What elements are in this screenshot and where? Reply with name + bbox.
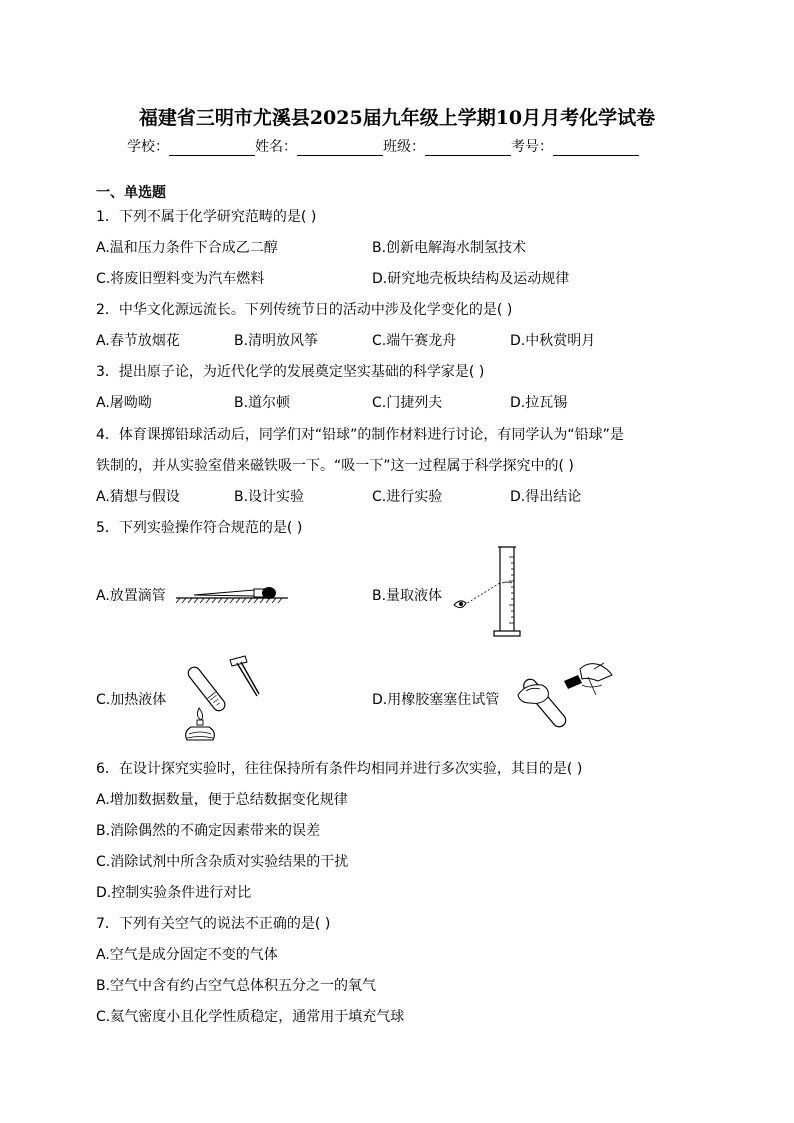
- q1-stem: 1．下列不属于化学研究范畴的是( ): [96, 209, 317, 225]
- q2-stem: 2．中华文化源远流长。下列传统节日的活动中涉及化学变化的是( ): [96, 302, 513, 318]
- q6-option-d[interactable]: D.控制实验条件进行对比: [96, 885, 252, 901]
- q4-stem-line1: 4．体育课掷铅球活动后，同学们对“铅球”的制作材料进行讨论，有同学认为“铅球”是: [96, 427, 624, 443]
- number-label: 考号：: [511, 139, 553, 155]
- q5-option-a[interactable]: A.放置滴管: [96, 588, 166, 604]
- q5-option-d[interactable]: D.用橡胶塞塞住试管: [372, 692, 500, 708]
- q6-option-a[interactable]: A.增加数据数量，便于总结数据变化规律: [96, 792, 348, 808]
- q3-option-c[interactable]: C.门捷列夫: [372, 395, 443, 411]
- school-label: 学校：: [127, 139, 169, 155]
- q5-option-b[interactable]: B.量取液体: [372, 588, 443, 604]
- test-tube-stopper-figure: [512, 655, 617, 735]
- q4-option-b[interactable]: B.设计实验: [234, 489, 305, 505]
- q7-option-a[interactable]: A.空气是成分固定不变的气体: [96, 947, 278, 963]
- q4-option-d[interactable]: D.得出结论: [510, 489, 582, 505]
- q3-option-d[interactable]: D.拉瓦锡: [510, 395, 568, 411]
- class-label: 班级：: [383, 139, 425, 155]
- class-blank[interactable]: [425, 140, 511, 156]
- section-heading: 一、单选题: [96, 185, 166, 201]
- q6-option-b[interactable]: B.消除偶然的不确定因素带来的误差: [96, 823, 321, 839]
- q4-stem-line2: 铁制的，并从实验室借来磁铁吸一下。“吸一下”这一过程属于科学探究中的( ): [96, 458, 574, 474]
- q4-option-c[interactable]: C.进行实验: [372, 489, 443, 505]
- q6-stem: 6．在设计探究实验时，往往保持所有条件均相同并进行多次实验，其目的是( ): [96, 761, 583, 777]
- dropper-on-table-figure: [172, 578, 292, 604]
- q3-option-b[interactable]: B.道尔顿: [234, 395, 291, 411]
- graduated-cylinder-figure: [450, 543, 540, 641]
- q7-stem: 7．下列有关空气的说法不正确的是( ): [96, 916, 331, 932]
- heating-liquid-figure: [175, 650, 265, 745]
- q2-option-b[interactable]: B.清明放风筝: [234, 333, 319, 349]
- q2-option-d[interactable]: D.中秋赏明月: [510, 333, 596, 349]
- q3-option-a[interactable]: A.屠呦呦: [96, 395, 152, 411]
- q2-option-a[interactable]: A.春节放烟花: [96, 333, 180, 349]
- number-blank[interactable]: [553, 140, 639, 156]
- q6-option-c[interactable]: C.消除试剂中所含杂质对实验结果的干扰: [96, 854, 349, 870]
- q4-option-a[interactable]: A.猜想与假设: [96, 489, 180, 505]
- q7-option-c[interactable]: C.氦气密度小且化学性质稳定，通常用于填充气球: [96, 1009, 405, 1025]
- q1-option-d[interactable]: D.研究地壳板块结构及运动规律: [372, 271, 570, 287]
- q2-option-c[interactable]: C.端午赛龙舟: [372, 333, 457, 349]
- q3-stem: 3．提出原子论，为近代化学的发展奠定坚实基础的科学家是( ): [96, 364, 485, 380]
- name-blank[interactable]: [297, 140, 383, 156]
- q1-option-b[interactable]: B.创新电解海水制氢技术: [372, 240, 527, 256]
- page-title: 福建省三明市尤溪县2025届九年级上学期10月月考化学试卷: [138, 107, 656, 129]
- student-info-row: [127, 136, 639, 156]
- q7-option-b[interactable]: B.空气中含有约占空气总体积五分之一的氧气: [96, 978, 377, 994]
- q1-option-c[interactable]: C.将废旧塑料变为汽车燃料: [96, 271, 265, 287]
- q5-option-c[interactable]: C.加热液体: [96, 692, 167, 708]
- q1-option-a[interactable]: A.温和压力条件下合成乙二醇: [96, 240, 278, 256]
- q5-stem: 5．下列实验操作符合规范的是( ): [96, 520, 303, 536]
- school-blank[interactable]: [169, 140, 255, 156]
- name-label: 姓名：: [255, 139, 297, 155]
